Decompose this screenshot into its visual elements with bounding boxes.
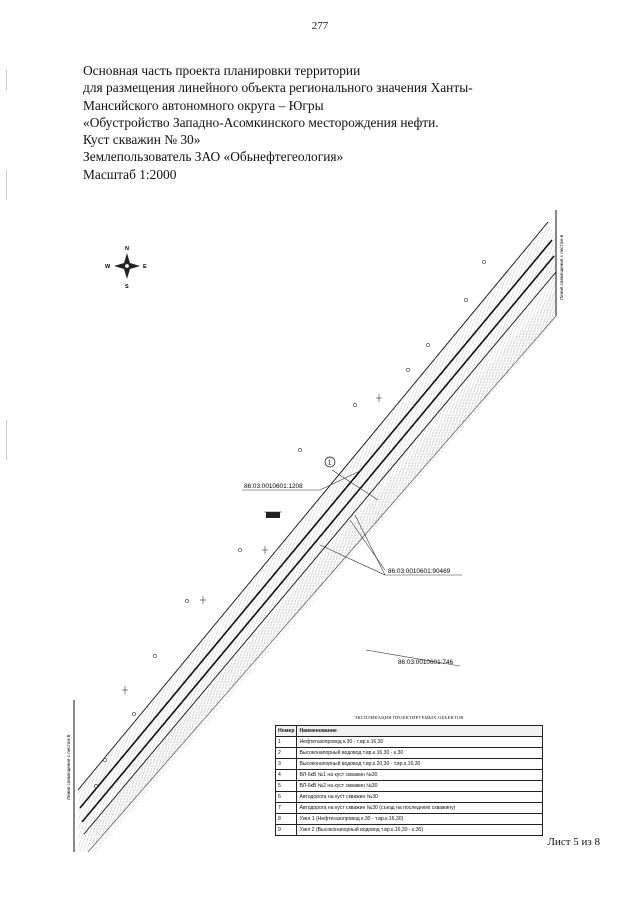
title-line-4: «Обустройство Западно-Асомкинского месторождения нефти. (83, 114, 439, 130)
legend-row-number: 7 (276, 803, 297, 814)
legend-row (276, 792, 543, 803)
legend-row-name: Автодорога на куст скважин №30 (съезд на последнюю скважину) (297, 803, 543, 814)
legend-row-number: 9 (276, 825, 297, 836)
legend-header-number: Номер (276, 726, 297, 737)
legend-row-name: Узел 1 (Нефтегазопровод к.30 - т.вр.к.16,30) (297, 814, 543, 825)
sheet-number: Лист 5 из 8 (547, 836, 600, 848)
map-mark-box (266, 512, 280, 518)
match-line-right-label: Линия совмещения с листом 6 (559, 234, 564, 300)
legend-row-name: Высоконапорный водовод т.вр.к.16,30 - к.30 (297, 748, 543, 759)
legend-header-row (276, 726, 543, 737)
legend-row-name: ВЛ-6кВ №1 на куст скважин №30 (297, 770, 543, 781)
title-line-1: Основная часть проекта планировки территории (83, 63, 361, 78)
legend-row-number: 3 (276, 759, 297, 770)
page-number: 277 (311, 20, 329, 32)
legend-row-number: 1 (276, 737, 297, 748)
legend-row-name: ВЛ-6кВ №2 на куст скважин №30 (297, 781, 543, 792)
legend-table-block (275, 715, 543, 836)
title-line-2: для размещения линейного объекта регионального значения Ханты- (83, 80, 473, 96)
compass-e: E (143, 264, 147, 270)
legend-row-name: Нефтегазопровод к.30 - т.вр.к.16,30 (297, 737, 543, 748)
title-line-6: Землепользователь ЗАО «Обьнефтегеология» (83, 149, 344, 165)
legend-row-number: 2 (276, 748, 297, 759)
marker-label: 1 (328, 460, 332, 467)
legend-row-number: 5 (276, 781, 297, 792)
title-line-3: Мансийского автономного округа – Югры (83, 97, 324, 113)
parcel-label-746: 86:03:0010601:746 (398, 659, 454, 666)
parcel-label-90469: 86:03:0010601:90469 (388, 568, 451, 575)
legend-row (276, 825, 543, 836)
legend-row-name: Автодорога на куст скважин №30 (297, 792, 543, 803)
legend-title: ЭКСПЛИКАЦИЯ ПРОЕКТИРУЕМЫХ ОБЪЕКТОВ (354, 715, 464, 720)
title-line-7: Масштаб 1:2000 (83, 166, 177, 182)
legend-row (276, 759, 543, 770)
legend-row-number: 6 (276, 792, 297, 803)
compass-s: S (125, 284, 129, 290)
legend-row (276, 814, 543, 825)
compass-rose (105, 246, 147, 290)
legend-row (276, 770, 543, 781)
legend-row (276, 781, 543, 792)
legend-table (275, 725, 543, 836)
legend-row-number: 4 (276, 770, 297, 781)
match-line-left-label: Линия совмещения с листом 6 (66, 734, 71, 800)
legend-row (276, 748, 543, 759)
compass-w: W (105, 264, 111, 270)
parcel-label-1208: 86:03:0010601:1208 (244, 483, 303, 490)
legend-row-name: Высоконапорный водовод т.вр.к.20,30 - т.вр.к.16,30 (297, 759, 543, 770)
legend-row (276, 737, 543, 748)
compass-n: N (125, 246, 129, 252)
legend-header-name: Наименование (297, 726, 543, 737)
legend-row-name: Узел 2 (Высоконапорный водовод т.вр.к.16,30 - к.30) (297, 825, 543, 836)
legend-row (276, 803, 543, 814)
title-line-5: Куст скважин № 30» (83, 132, 201, 148)
legend-row-number: 8 (276, 814, 297, 825)
